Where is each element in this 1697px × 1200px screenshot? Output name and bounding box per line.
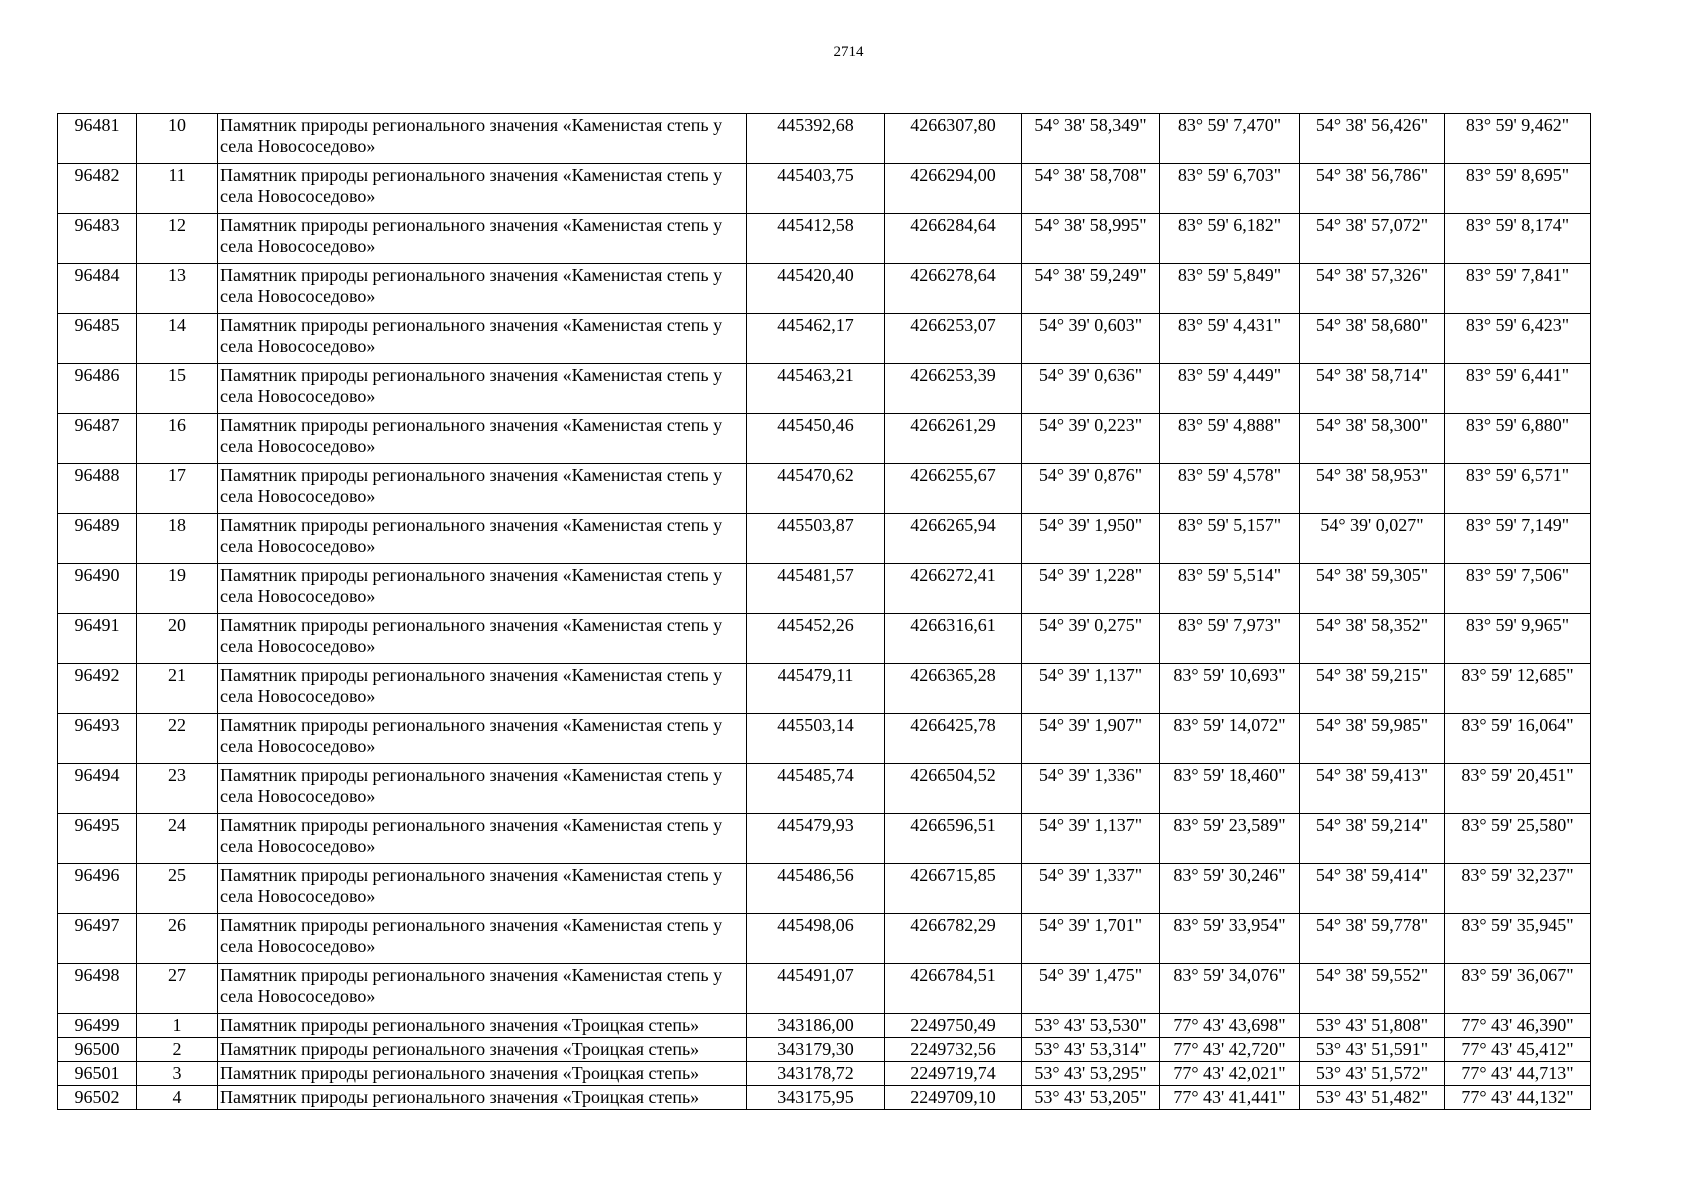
object-name-cell: Памятник природы регионального значения «Каменистая степь у села Новососедово» xyxy=(218,114,747,164)
point-number-cell: 24 xyxy=(137,814,218,864)
x-coordinate-cell: 445479,11 xyxy=(747,664,885,714)
longitude-2-cell: 83° 59' 6,880" xyxy=(1445,414,1591,464)
latitude-2-cell: 54° 38' 59,215" xyxy=(1300,664,1445,714)
table-row xyxy=(58,364,1591,414)
latitude-2-cell: 53° 43' 51,591" xyxy=(1300,1038,1445,1062)
y-coordinate-cell: 4266784,51 xyxy=(885,964,1022,1014)
longitude-2-cell: 77° 43' 44,713" xyxy=(1445,1062,1591,1086)
longitude-2-cell: 83° 59' 36,067" xyxy=(1445,964,1591,1014)
table-row xyxy=(58,164,1591,214)
longitude-2-cell: 83° 59' 8,695" xyxy=(1445,164,1591,214)
x-coordinate-cell: 445452,26 xyxy=(747,614,885,664)
object-name-cell: Памятник природы регионального значения «Каменистая степь у села Новососедово» xyxy=(218,664,747,714)
longitude-2-cell: 83° 59' 20,451" xyxy=(1445,764,1591,814)
longitude-1-cell: 83° 59' 5,514" xyxy=(1160,564,1300,614)
point-number-cell: 16 xyxy=(137,414,218,464)
longitude-1-cell: 77° 43' 42,720" xyxy=(1160,1038,1300,1062)
y-coordinate-cell: 4266425,78 xyxy=(885,714,1022,764)
longitude-1-cell: 83° 59' 7,973" xyxy=(1160,614,1300,664)
x-coordinate-cell: 445450,46 xyxy=(747,414,885,464)
y-coordinate-cell: 4266261,29 xyxy=(885,414,1022,464)
page-number: 2714 xyxy=(833,44,864,60)
latitude-1-cell: 53° 43' 53,530" xyxy=(1022,1014,1160,1038)
point-number-cell: 21 xyxy=(137,664,218,714)
point-number-cell: 27 xyxy=(137,964,218,1014)
longitude-2-cell: 83° 59' 35,945" xyxy=(1445,914,1591,964)
table-row xyxy=(58,964,1591,1014)
object-name-cell: Памятник природы регионального значения «Каменистая степь у села Новососедово» xyxy=(218,964,747,1014)
longitude-1-cell: 83° 59' 7,470" xyxy=(1160,114,1300,164)
table-row xyxy=(58,1038,1591,1062)
latitude-1-cell: 54° 39' 1,137" xyxy=(1022,664,1160,714)
object-name-cell: Памятник природы регионального значения «Каменистая степь у села Новососедово» xyxy=(218,564,747,614)
point-number-cell: 13 xyxy=(137,264,218,314)
longitude-1-cell: 83° 59' 30,246" xyxy=(1160,864,1300,914)
x-coordinate-cell: 445392,68 xyxy=(747,114,885,164)
record-id-cell: 96496 xyxy=(58,864,137,914)
longitude-2-cell: 83° 59' 8,174" xyxy=(1445,214,1591,264)
latitude-1-cell: 54° 39' 0,636" xyxy=(1022,364,1160,414)
x-coordinate-cell: 343175,95 xyxy=(747,1086,885,1110)
longitude-1-cell: 83° 59' 18,460" xyxy=(1160,764,1300,814)
y-coordinate-cell: 4266504,52 xyxy=(885,764,1022,814)
x-coordinate-cell: 445503,14 xyxy=(747,714,885,764)
record-id-cell: 96489 xyxy=(58,514,137,564)
table-row xyxy=(58,564,1591,614)
object-name-cell: Памятник природы регионального значения «Каменистая степь у села Новососедово» xyxy=(218,814,747,864)
x-coordinate-cell: 445412,58 xyxy=(747,214,885,264)
latitude-2-cell: 54° 38' 58,680" xyxy=(1300,314,1445,364)
y-coordinate-cell: 2249719,74 xyxy=(885,1062,1022,1086)
record-id-cell: 96484 xyxy=(58,264,137,314)
latitude-1-cell: 54° 38' 58,995" xyxy=(1022,214,1160,264)
latitude-2-cell: 54° 38' 58,300" xyxy=(1300,414,1445,464)
record-id-cell: 96487 xyxy=(58,414,137,464)
table-row xyxy=(58,764,1591,814)
y-coordinate-cell: 4266316,61 xyxy=(885,614,1022,664)
point-number-cell: 26 xyxy=(137,914,218,964)
latitude-1-cell: 54° 38' 58,349" xyxy=(1022,114,1160,164)
latitude-1-cell: 54° 39' 1,475" xyxy=(1022,964,1160,1014)
table-row xyxy=(58,814,1591,864)
latitude-1-cell: 54° 38' 59,249" xyxy=(1022,264,1160,314)
longitude-2-cell: 83° 59' 32,237" xyxy=(1445,864,1591,914)
y-coordinate-cell: 4266294,00 xyxy=(885,164,1022,214)
longitude-1-cell: 77° 43' 43,698" xyxy=(1160,1014,1300,1038)
record-id-cell: 96488 xyxy=(58,464,137,514)
latitude-2-cell: 53° 43' 51,572" xyxy=(1300,1062,1445,1086)
object-name-cell: Памятник природы регионального значения «Каменистая степь у села Новососедово» xyxy=(218,364,747,414)
record-id-cell: 96481 xyxy=(58,114,137,164)
record-id-cell: 96492 xyxy=(58,664,137,714)
y-coordinate-cell: 4266278,64 xyxy=(885,264,1022,314)
longitude-1-cell: 83° 59' 6,182" xyxy=(1160,214,1300,264)
x-coordinate-cell: 445463,21 xyxy=(747,364,885,414)
point-number-cell: 4 xyxy=(137,1086,218,1110)
point-number-cell: 19 xyxy=(137,564,218,614)
latitude-2-cell: 54° 38' 57,326" xyxy=(1300,264,1445,314)
y-coordinate-cell: 4266284,64 xyxy=(885,214,1022,264)
longitude-1-cell: 83° 59' 10,693" xyxy=(1160,664,1300,714)
y-coordinate-cell: 4266307,80 xyxy=(885,114,1022,164)
table-body xyxy=(58,114,1591,1110)
record-id-cell: 96495 xyxy=(58,814,137,864)
latitude-2-cell: 54° 38' 59,985" xyxy=(1300,714,1445,764)
object-name-cell: Памятник природы регионального значения «Троицкая степь» xyxy=(218,1014,747,1038)
latitude-2-cell: 54° 38' 58,352" xyxy=(1300,614,1445,664)
point-number-cell: 3 xyxy=(137,1062,218,1086)
record-id-cell: 96483 xyxy=(58,214,137,264)
x-coordinate-cell: 445491,07 xyxy=(747,964,885,1014)
longitude-2-cell: 77° 43' 44,132" xyxy=(1445,1086,1591,1110)
latitude-2-cell: 54° 38' 56,426" xyxy=(1300,114,1445,164)
latitude-2-cell: 54° 38' 57,072" xyxy=(1300,214,1445,264)
y-coordinate-cell: 4266596,51 xyxy=(885,814,1022,864)
object-name-cell: Памятник природы регионального значения «Каменистая степь у села Новососедово» xyxy=(218,264,747,314)
point-number-cell: 25 xyxy=(137,864,218,914)
longitude-2-cell: 83° 59' 6,571" xyxy=(1445,464,1591,514)
longitude-2-cell: 83° 59' 9,462" xyxy=(1445,114,1591,164)
object-name-cell: Памятник природы регионального значения «Каменистая степь у села Новососедово» xyxy=(218,764,747,814)
latitude-1-cell: 54° 39' 1,907" xyxy=(1022,714,1160,764)
x-coordinate-cell: 445486,56 xyxy=(747,864,885,914)
record-id-cell: 96491 xyxy=(58,614,137,664)
x-coordinate-cell: 445498,06 xyxy=(747,914,885,964)
object-name-cell: Памятник природы регионального значения «Каменистая степь у села Новососедово» xyxy=(218,864,747,914)
record-id-cell: 96485 xyxy=(58,314,137,364)
record-id-cell: 96499 xyxy=(58,1014,137,1038)
point-number-cell: 18 xyxy=(137,514,218,564)
latitude-1-cell: 53° 43' 53,295" xyxy=(1022,1062,1160,1086)
table-row xyxy=(58,614,1591,664)
object-name-cell: Памятник природы регионального значения «Каменистая степь у села Новососедово» xyxy=(218,314,747,364)
latitude-2-cell: 54° 38' 59,778" xyxy=(1300,914,1445,964)
x-coordinate-cell: 445462,17 xyxy=(747,314,885,364)
point-number-cell: 20 xyxy=(137,614,218,664)
latitude-1-cell: 54° 39' 1,337" xyxy=(1022,864,1160,914)
y-coordinate-cell: 4266253,39 xyxy=(885,364,1022,414)
latitude-2-cell: 54° 38' 58,953" xyxy=(1300,464,1445,514)
point-number-cell: 14 xyxy=(137,314,218,364)
record-id-cell: 96490 xyxy=(58,564,137,614)
longitude-2-cell: 83° 59' 9,965" xyxy=(1445,614,1591,664)
point-number-cell: 23 xyxy=(137,764,218,814)
latitude-2-cell: 54° 39' 0,027" xyxy=(1300,514,1445,564)
record-id-cell: 96493 xyxy=(58,714,137,764)
longitude-1-cell: 83° 59' 4,431" xyxy=(1160,314,1300,364)
table-row xyxy=(58,464,1591,514)
y-coordinate-cell: 2249750,49 xyxy=(885,1014,1022,1038)
latitude-1-cell: 53° 43' 53,205" xyxy=(1022,1086,1160,1110)
longitude-1-cell: 83° 59' 4,449" xyxy=(1160,364,1300,414)
point-number-cell: 1 xyxy=(137,1014,218,1038)
table-row xyxy=(58,714,1591,764)
table-row xyxy=(58,264,1591,314)
record-id-cell: 96500 xyxy=(58,1038,137,1062)
x-coordinate-cell: 445503,87 xyxy=(747,514,885,564)
point-number-cell: 2 xyxy=(137,1038,218,1062)
longitude-2-cell: 77° 43' 46,390" xyxy=(1445,1014,1591,1038)
longitude-2-cell: 77° 43' 45,412" xyxy=(1445,1038,1591,1062)
table-row xyxy=(58,414,1591,464)
y-coordinate-cell: 2249709,10 xyxy=(885,1086,1022,1110)
object-name-cell: Памятник природы регионального значения «Каменистая степь у села Новососедово» xyxy=(218,214,747,264)
record-id-cell: 96494 xyxy=(58,764,137,814)
longitude-1-cell: 77° 43' 42,021" xyxy=(1160,1062,1300,1086)
longitude-2-cell: 83° 59' 25,580" xyxy=(1445,814,1591,864)
x-coordinate-cell: 445481,57 xyxy=(747,564,885,614)
longitude-1-cell: 83° 59' 33,954" xyxy=(1160,914,1300,964)
object-name-cell: Памятник природы регионального значения «Каменистая степь у села Новососедово» xyxy=(218,414,747,464)
object-name-cell: Памятник природы регионального значения «Каменистая степь у села Новососедово» xyxy=(218,914,747,964)
record-id-cell: 96482 xyxy=(58,164,137,214)
y-coordinate-cell: 4266265,94 xyxy=(885,514,1022,564)
record-id-cell: 96497 xyxy=(58,914,137,964)
y-coordinate-cell: 4266253,07 xyxy=(885,314,1022,364)
latitude-2-cell: 54° 38' 59,305" xyxy=(1300,564,1445,614)
x-coordinate-cell: 445470,62 xyxy=(747,464,885,514)
longitude-1-cell: 83° 59' 6,703" xyxy=(1160,164,1300,214)
longitude-2-cell: 83° 59' 7,149" xyxy=(1445,514,1591,564)
y-coordinate-cell: 2249732,56 xyxy=(885,1038,1022,1062)
latitude-2-cell: 53° 43' 51,482" xyxy=(1300,1086,1445,1110)
longitude-2-cell: 83° 59' 7,506" xyxy=(1445,564,1591,614)
longitude-1-cell: 83° 59' 14,072" xyxy=(1160,714,1300,764)
latitude-1-cell: 54° 39' 0,876" xyxy=(1022,464,1160,514)
latitude-1-cell: 54° 39' 1,336" xyxy=(1022,764,1160,814)
object-name-cell: Памятник природы регионального значения «Каменистая степь у села Новососедово» xyxy=(218,614,747,664)
object-name-cell: Памятник природы регионального значения «Троицкая степь» xyxy=(218,1038,747,1062)
point-number-cell: 15 xyxy=(137,364,218,414)
longitude-1-cell: 83° 59' 23,589" xyxy=(1160,814,1300,864)
point-number-cell: 10 xyxy=(137,114,218,164)
latitude-2-cell: 54° 38' 58,714" xyxy=(1300,364,1445,414)
table-row xyxy=(58,864,1591,914)
latitude-2-cell: 54° 38' 59,414" xyxy=(1300,864,1445,914)
x-coordinate-cell: 445485,74 xyxy=(747,764,885,814)
table-row xyxy=(58,664,1591,714)
latitude-1-cell: 54° 39' 1,701" xyxy=(1022,914,1160,964)
object-name-cell: Памятник природы регионального значения «Троицкая степь» xyxy=(218,1062,747,1086)
x-coordinate-cell: 445403,75 xyxy=(747,164,885,214)
x-coordinate-cell: 445479,93 xyxy=(747,814,885,864)
x-coordinate-cell: 343179,30 xyxy=(747,1038,885,1062)
record-id-cell: 96486 xyxy=(58,364,137,414)
record-id-cell: 96502 xyxy=(58,1086,137,1110)
table-row xyxy=(58,1086,1591,1110)
latitude-2-cell: 54° 38' 56,786" xyxy=(1300,164,1445,214)
table-row xyxy=(58,314,1591,364)
latitude-2-cell: 54° 38' 59,413" xyxy=(1300,764,1445,814)
latitude-1-cell: 54° 39' 1,950" xyxy=(1022,514,1160,564)
y-coordinate-cell: 4266715,85 xyxy=(885,864,1022,914)
longitude-2-cell: 83° 59' 16,064" xyxy=(1445,714,1591,764)
object-name-cell: Памятник природы регионального значения «Троицкая степь» xyxy=(218,1086,747,1110)
table-row xyxy=(58,1014,1591,1038)
object-name-cell: Памятник природы регионального значения «Каменистая степь у села Новососедово» xyxy=(218,714,747,764)
latitude-1-cell: 54° 39' 0,223" xyxy=(1022,414,1160,464)
y-coordinate-cell: 4266272,41 xyxy=(885,564,1022,614)
longitude-1-cell: 83° 59' 34,076" xyxy=(1160,964,1300,1014)
point-number-cell: 11 xyxy=(137,164,218,214)
longitude-1-cell: 83° 59' 4,578" xyxy=(1160,464,1300,514)
x-coordinate-cell: 343186,00 xyxy=(747,1014,885,1038)
latitude-2-cell: 54° 38' 59,214" xyxy=(1300,814,1445,864)
longitude-2-cell: 83° 59' 6,423" xyxy=(1445,314,1591,364)
longitude-2-cell: 83° 59' 12,685" xyxy=(1445,664,1591,714)
longitude-2-cell: 83° 59' 6,441" xyxy=(1445,364,1591,414)
latitude-1-cell: 54° 39' 0,275" xyxy=(1022,614,1160,664)
object-name-cell: Памятник природы регионального значения «Каменистая степь у села Новососедово» xyxy=(218,514,747,564)
longitude-1-cell: 83° 59' 5,157" xyxy=(1160,514,1300,564)
table-row xyxy=(58,214,1591,264)
record-id-cell: 96501 xyxy=(58,1062,137,1086)
point-number-cell: 17 xyxy=(137,464,218,514)
longitude-1-cell: 83° 59' 4,888" xyxy=(1160,414,1300,464)
object-name-cell: Памятник природы регионального значения «Каменистая степь у села Новососедово» xyxy=(218,164,747,214)
x-coordinate-cell: 343178,72 xyxy=(747,1062,885,1086)
latitude-1-cell: 54° 39' 0,603" xyxy=(1022,314,1160,364)
table-row xyxy=(58,914,1591,964)
latitude-1-cell: 54° 39' 1,137" xyxy=(1022,814,1160,864)
latitude-1-cell: 54° 38' 58,708" xyxy=(1022,164,1160,214)
y-coordinate-cell: 4266365,28 xyxy=(885,664,1022,714)
latitude-1-cell: 53° 43' 53,314" xyxy=(1022,1038,1160,1062)
latitude-2-cell: 53° 43' 51,808" xyxy=(1300,1014,1445,1038)
point-number-cell: 22 xyxy=(137,714,218,764)
point-number-cell: 12 xyxy=(137,214,218,264)
y-coordinate-cell: 4266782,29 xyxy=(885,914,1022,964)
y-coordinate-cell: 4266255,67 xyxy=(885,464,1022,514)
table-row xyxy=(58,1062,1591,1086)
longitude-2-cell: 83° 59' 7,841" xyxy=(1445,264,1591,314)
coordinates-table xyxy=(57,113,1591,1110)
object-name-cell: Памятник природы регионального значения «Каменистая степь у села Новососедово» xyxy=(218,464,747,514)
longitude-1-cell: 77° 43' 41,441" xyxy=(1160,1086,1300,1110)
latitude-2-cell: 54° 38' 59,552" xyxy=(1300,964,1445,1014)
x-coordinate-cell: 445420,40 xyxy=(747,264,885,314)
table-row xyxy=(58,514,1591,564)
longitude-1-cell: 83° 59' 5,849" xyxy=(1160,264,1300,314)
table-row xyxy=(58,114,1591,164)
record-id-cell: 96498 xyxy=(58,964,137,1014)
latitude-1-cell: 54° 39' 1,228" xyxy=(1022,564,1160,614)
